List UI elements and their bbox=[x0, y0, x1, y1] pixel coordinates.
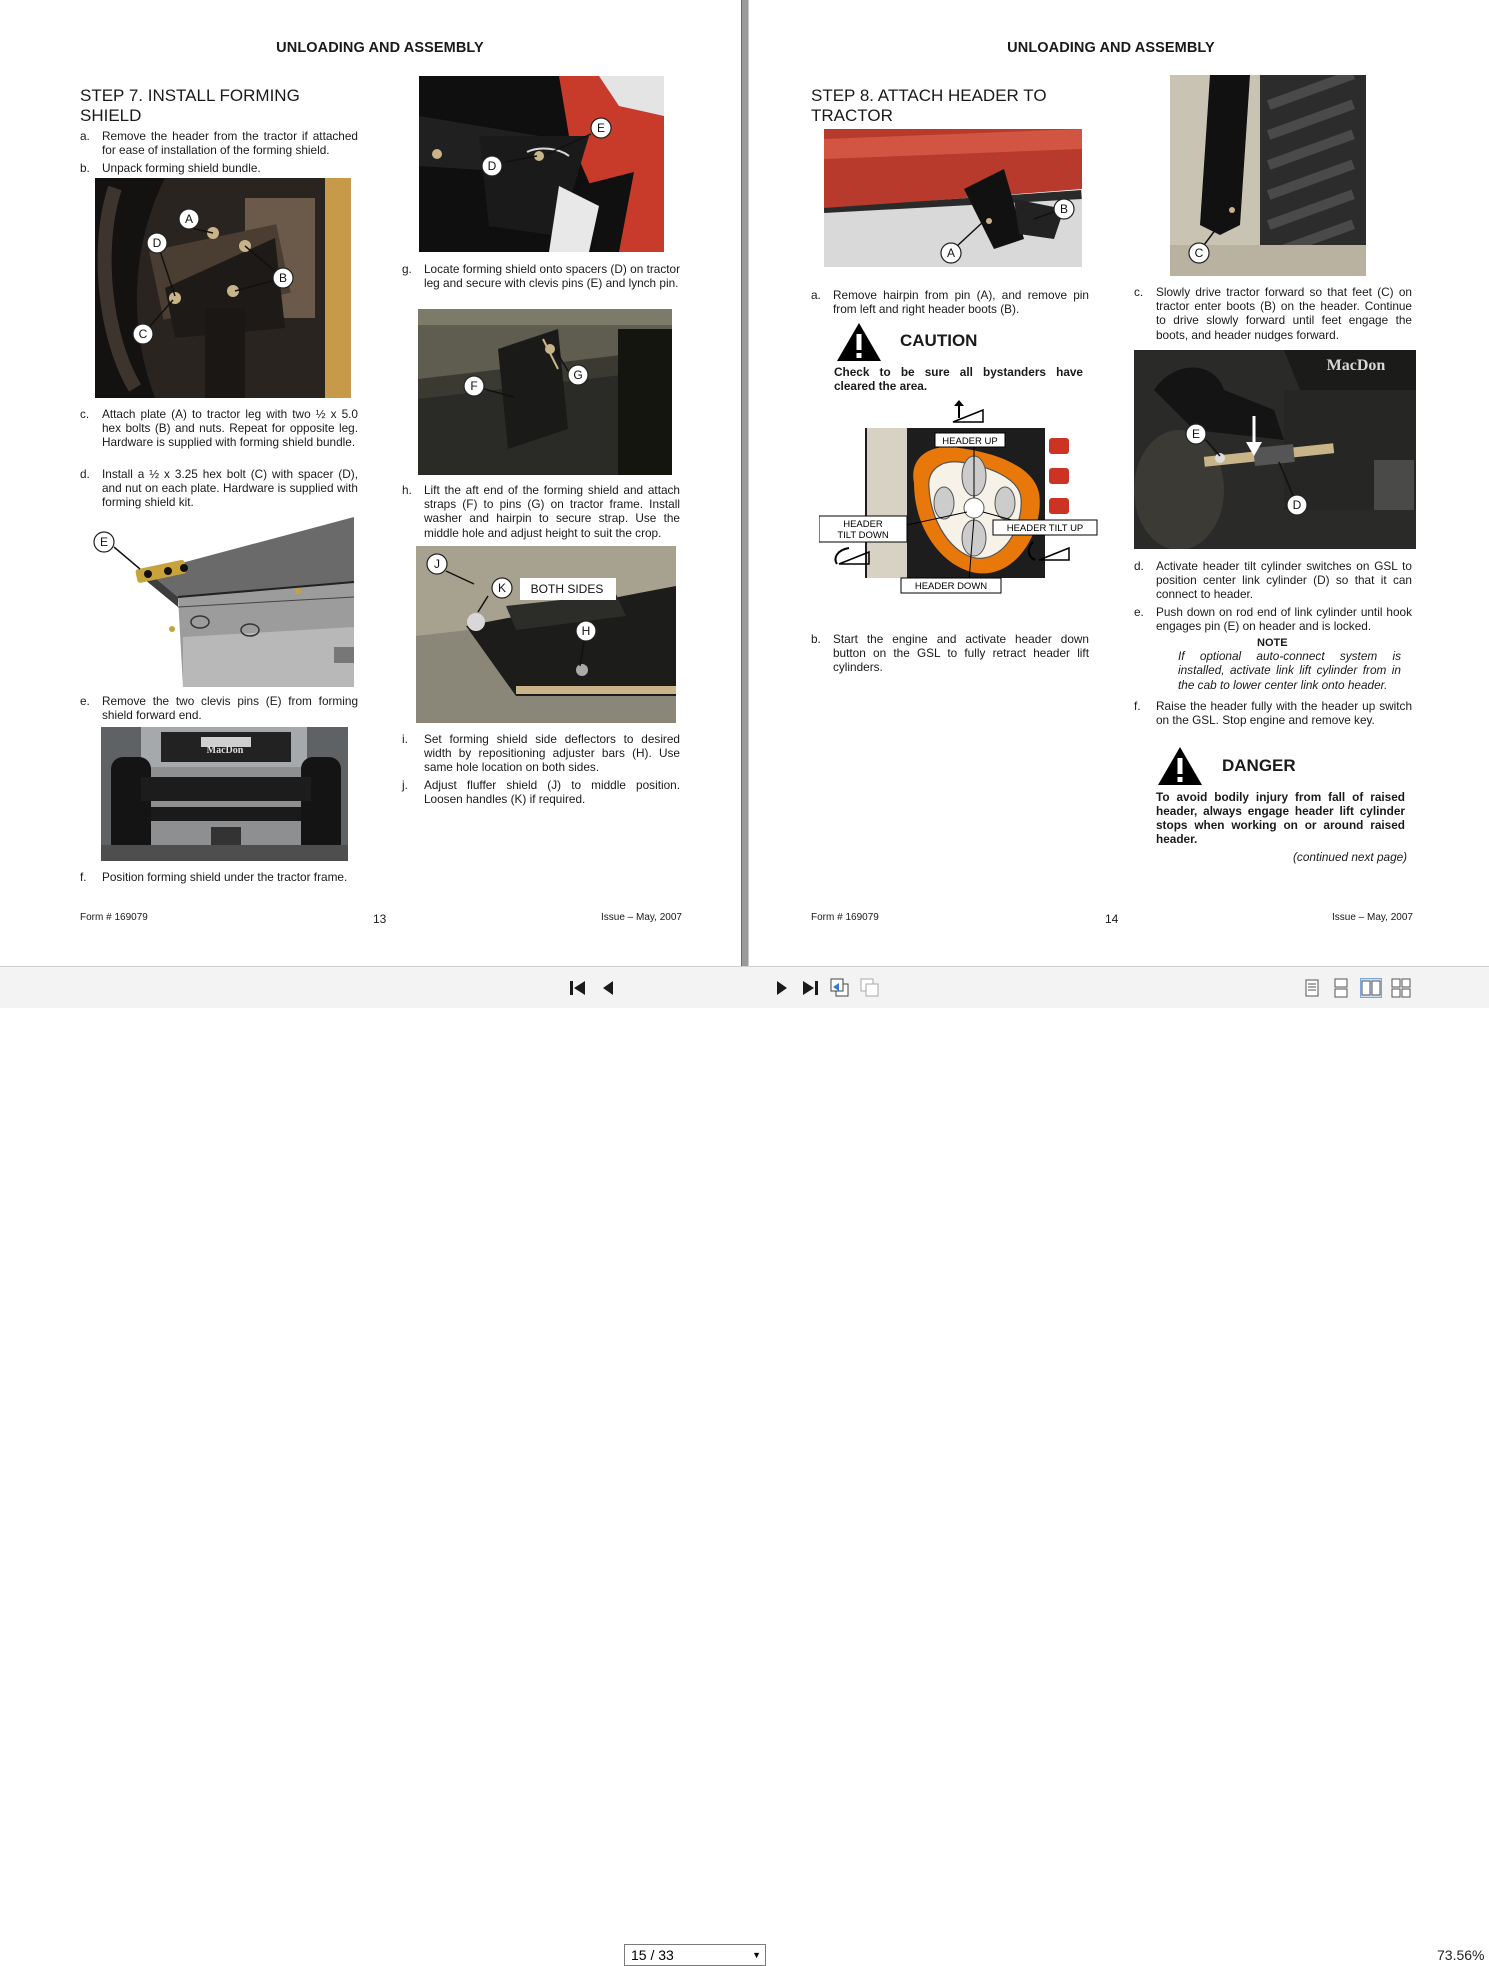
previous-view-icon bbox=[829, 978, 851, 998]
callout-a: A bbox=[946, 246, 956, 260]
instruction-g bbox=[402, 262, 680, 290]
instruction-e bbox=[1134, 605, 1412, 633]
item-label: f. bbox=[80, 870, 87, 884]
photo-header-boots bbox=[824, 129, 1082, 267]
item-text: Push down on rod end of link cylinder until hook engages pin (E) on header and is locked. bbox=[1156, 605, 1412, 634]
diagram-gsl-controls bbox=[819, 398, 1099, 598]
page-header: UNLOADING AND ASSEMBLY bbox=[1007, 40, 1215, 56]
item-label: i. bbox=[402, 732, 408, 746]
callout-e: E bbox=[99, 535, 109, 549]
continued-note: (continued next page) bbox=[1293, 850, 1408, 864]
photo-adjuster-bars bbox=[416, 546, 676, 723]
callout-c: C bbox=[1194, 246, 1204, 260]
footer-issue: Issue – May, 2007 bbox=[1332, 912, 1413, 923]
instruction-j bbox=[402, 778, 680, 806]
item-label: a. bbox=[80, 129, 90, 143]
macdon-logo: MacDon bbox=[1326, 357, 1386, 374]
first-page-icon bbox=[568, 979, 588, 997]
instruction-h bbox=[402, 483, 680, 540]
page-number-select[interactable] bbox=[624, 1944, 766, 1966]
callout-f: F bbox=[470, 379, 478, 393]
photo-clevis-pins bbox=[419, 76, 664, 252]
facing-view-button[interactable] bbox=[1360, 978, 1382, 998]
last-page-button[interactable] bbox=[799, 978, 821, 998]
first-page-button[interactable] bbox=[567, 978, 589, 998]
callout-d: D bbox=[152, 236, 162, 250]
last-page-icon bbox=[800, 979, 820, 997]
danger-warning-icon bbox=[1157, 746, 1203, 786]
right-page bbox=[749, 0, 1489, 966]
item-label: a. bbox=[811, 288, 821, 302]
both-sides-label: BOTH SIDES bbox=[530, 582, 604, 596]
gsl-tilt-down-label-2: TILT DOWN bbox=[837, 530, 889, 541]
macdon-logo: MacDon bbox=[206, 745, 244, 756]
step-title bbox=[80, 86, 380, 126]
item-text: Position forming shield under the tractor frame. bbox=[102, 870, 348, 884]
callout-d: D bbox=[1292, 498, 1302, 512]
callout-j: J bbox=[434, 557, 440, 571]
instruction-e bbox=[80, 694, 358, 722]
item-text: Raise the header fully with the header up switch on the GSL. Stop engine and remove key. bbox=[1156, 699, 1412, 728]
item-label: g. bbox=[402, 262, 412, 276]
item-text: Set forming shield side deflectors to desired width by repositioning adjuster bars (H). Use same hole location on both sides. bbox=[424, 732, 680, 775]
page-header: UNLOADING AND ASSEMBLY bbox=[276, 40, 484, 56]
instruction-d bbox=[1134, 559, 1412, 602]
item-text: Remove hairpin from pin (A), and remove pin from left and right header boots (B). bbox=[833, 288, 1089, 317]
instruction-f bbox=[1134, 699, 1412, 727]
item-label: j. bbox=[402, 778, 408, 792]
facing-view-icon bbox=[1361, 979, 1381, 997]
single-page-view-button[interactable] bbox=[1301, 978, 1323, 998]
callout-b: B bbox=[1059, 202, 1069, 216]
gsl-tilt-down-label-1: HEADER bbox=[843, 519, 883, 530]
callout-h: H bbox=[581, 624, 591, 638]
instruction-b bbox=[80, 161, 358, 175]
item-text: Activate header tilt cylinder switches on GSL to position center link cylinder (D) so that it can connect to header. bbox=[1156, 559, 1412, 602]
step-title-line: TRACTOR bbox=[811, 106, 893, 125]
item-label: b. bbox=[80, 161, 90, 175]
item-text: Unpack forming shield bundle. bbox=[102, 161, 261, 175]
continuous-view-icon bbox=[1332, 978, 1350, 998]
item-text: Remove the two clevis pins (E) from forming shield forward end. bbox=[102, 694, 358, 723]
photo-center-link-cylinder bbox=[1134, 350, 1416, 549]
item-text: Remove the header from the tractor if attached for ease of installation of the forming shield. bbox=[102, 129, 358, 158]
footer-form-number: Form # 169079 bbox=[80, 912, 148, 923]
chevron-down-icon: ▼ bbox=[752, 1950, 761, 1960]
photo-tractor-leg-plate bbox=[95, 178, 351, 398]
previous-view-button[interactable] bbox=[829, 978, 851, 998]
callout-e: E bbox=[596, 121, 606, 135]
next-view-button[interactable] bbox=[859, 978, 881, 998]
callout-c: C bbox=[138, 327, 148, 341]
prev-page-button[interactable] bbox=[597, 978, 619, 998]
continuous-facing-view-button[interactable] bbox=[1390, 978, 1412, 998]
instruction-f bbox=[80, 870, 358, 884]
item-text: Slowly drive tractor forward so that feet (C) on tractor enter boots (B) on the header. Continue to drive slowly forward until feet engage the boots, and header nudges forward. bbox=[1156, 285, 1412, 342]
step-title-line: STEP 7. INSTALL FORMING bbox=[80, 86, 300, 105]
page-indicator: 15 / 33 bbox=[631, 1947, 674, 1963]
page-number: 13 bbox=[373, 912, 387, 926]
next-page-icon bbox=[772, 979, 792, 997]
next-view-icon bbox=[859, 978, 881, 998]
callout-e: E bbox=[1191, 427, 1201, 441]
step-title-line: SHIELD bbox=[80, 106, 142, 125]
item-text: Lift the aft end of the forming shield and attach straps (F) to pins (G) on tractor frame. Install washer and hairpin to secure strap. Use the middle hole and adjust height to suit the crop. bbox=[424, 483, 680, 540]
viewer-toolbar bbox=[0, 966, 1489, 1963]
item-text: Locate forming shield onto spacers (D) on tractor leg and secure with clevis pins (E) and lynch pin. bbox=[424, 262, 680, 291]
note-heading: NOTE bbox=[1257, 637, 1288, 649]
zoom-level[interactable]: 73.56% bbox=[1437, 1947, 1485, 1963]
caution-warning-icon bbox=[836, 322, 882, 362]
left-page bbox=[0, 0, 741, 966]
callout-g: G bbox=[573, 368, 583, 382]
callout-a: A bbox=[184, 212, 194, 226]
gsl-header-down-label: HEADER DOWN bbox=[914, 581, 988, 592]
item-label: c. bbox=[80, 407, 90, 421]
caution-text: Check to be sure all bystanders have cleared the area. bbox=[834, 365, 1083, 393]
item-label: e. bbox=[1134, 605, 1144, 619]
item-text: Install a ½ x 3.25 hex bolt (C) with spacer (D), and nut on each plate. Hardware is supplied with forming shield kit. bbox=[102, 467, 358, 510]
page-number: 14 bbox=[1105, 912, 1119, 926]
instruction-c bbox=[80, 407, 358, 450]
step-title bbox=[811, 86, 1111, 126]
instruction-c bbox=[1134, 285, 1412, 342]
instruction-b bbox=[811, 632, 1089, 675]
callout-b: B bbox=[278, 271, 288, 285]
photo-tractor-feet bbox=[1170, 75, 1366, 276]
gsl-header-up-label: HEADER UP bbox=[942, 436, 998, 447]
note-text: If optional auto-connect system is installed, activate link lift cylinder from in the cab to lower center link onto header. bbox=[1178, 649, 1401, 692]
footer-issue: Issue – May, 2007 bbox=[601, 912, 682, 923]
continuous-view-button[interactable] bbox=[1330, 978, 1352, 998]
item-label: f. bbox=[1134, 699, 1141, 713]
callout-d: D bbox=[487, 159, 497, 173]
danger-text: To avoid bodily injury from fall of raised header, always engage header lift cylinder stops when working on or around raised header. bbox=[1156, 790, 1405, 846]
item-text: Start the engine and activate header down button on the GSL to fully retract header lift cylinders. bbox=[833, 632, 1089, 675]
item-label: h. bbox=[402, 483, 412, 497]
item-label: e. bbox=[80, 694, 90, 708]
item-text: Attach plate (A) to tractor leg with two ½ x 5.0 hex bolts (B) and nuts. Repeat for opposite leg. Hardware is supplied with forming shield bundle. bbox=[102, 407, 358, 450]
instruction-d bbox=[80, 467, 358, 510]
photo-straps-pins bbox=[418, 309, 672, 475]
step-title-line: STEP 8. ATTACH HEADER TO bbox=[811, 86, 1047, 105]
danger-heading: DANGER bbox=[1222, 756, 1296, 775]
item-text: Adjust fluffer shield (J) to middle position. Loosen handles (K) if required. bbox=[424, 778, 680, 807]
next-page-button[interactable] bbox=[771, 978, 793, 998]
item-label: d. bbox=[80, 467, 90, 481]
page-divider bbox=[741, 0, 749, 966]
photo-shield-under-tractor bbox=[101, 727, 348, 861]
single-page-view-icon bbox=[1303, 978, 1321, 998]
footer-form-number: Form # 169079 bbox=[811, 912, 879, 923]
illustration-forming-shield bbox=[88, 517, 356, 687]
item-label: b. bbox=[811, 632, 821, 646]
item-label: c. bbox=[1134, 285, 1144, 299]
instruction-a bbox=[811, 288, 1089, 316]
caution-heading: CAUTION bbox=[900, 331, 978, 350]
gsl-tilt-up-label: HEADER TILT UP bbox=[1006, 523, 1084, 534]
instruction-a bbox=[80, 129, 358, 157]
prev-page-icon bbox=[598, 979, 618, 997]
continuous-facing-view-icon bbox=[1391, 978, 1411, 998]
callout-k: K bbox=[497, 581, 507, 595]
item-label: d. bbox=[1134, 559, 1144, 573]
instruction-i bbox=[402, 732, 680, 775]
